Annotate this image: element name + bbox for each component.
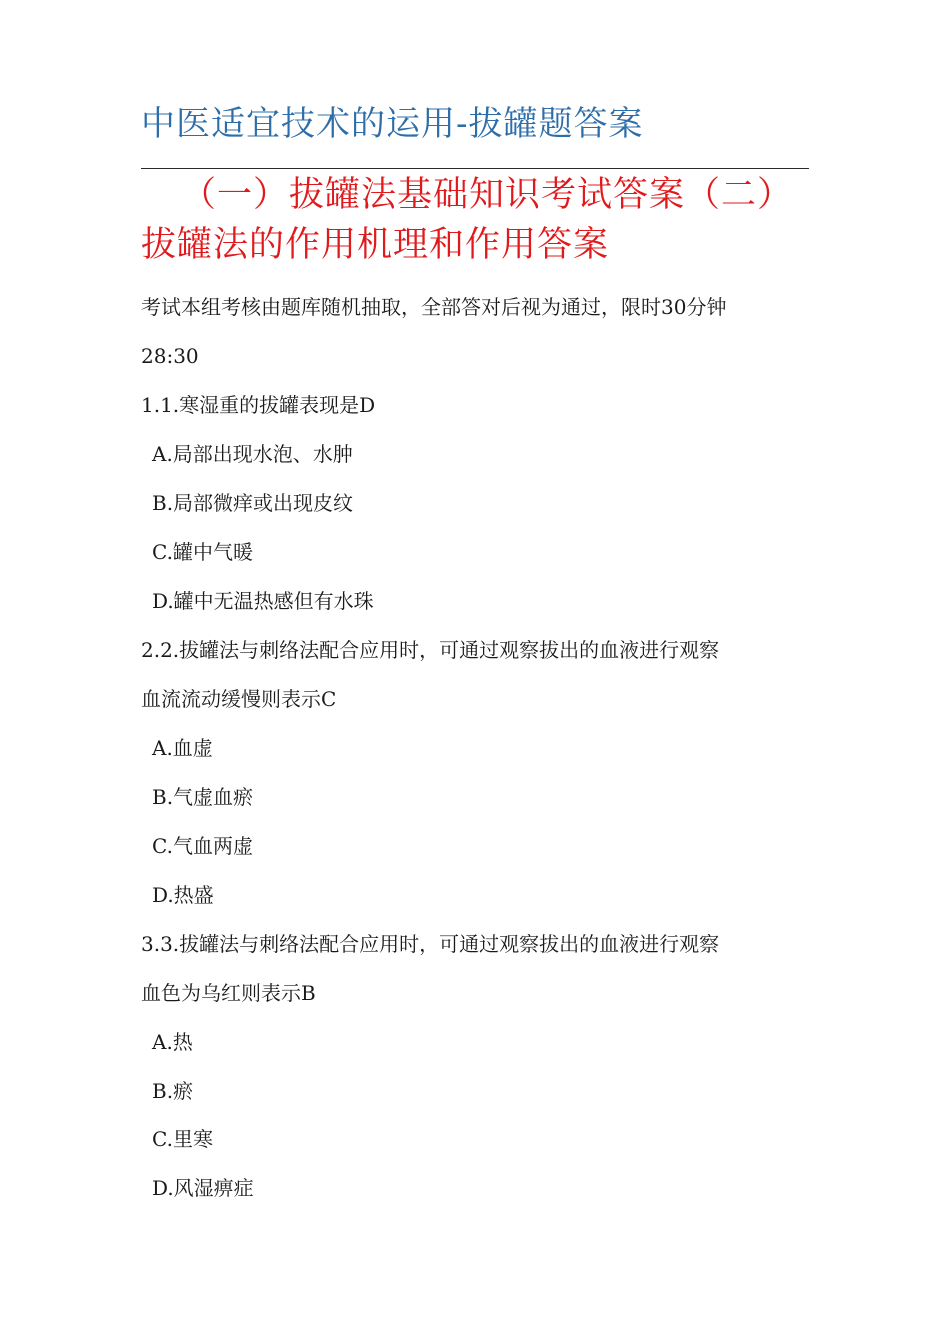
section-heading: （一）拔罐法基础知识考试答案（二）拔罐法的作用机理和作用答案 <box>141 175 794 265</box>
question-1-option-a: A.局部出现水泡、水肿 <box>152 442 353 466</box>
question-1-option-b: B.局部微痒或出现皮纹 <box>152 491 354 515</box>
question-1-option-c: C.罐中气暖 <box>152 540 253 564</box>
question-3-option-c: C.里寒 <box>152 1127 213 1151</box>
question-2-option-b: B.气虚血瘀 <box>152 785 254 809</box>
question-2-option-a: A.血虚 <box>152 736 213 760</box>
question-2-option-d: D.热盛 <box>152 883 214 907</box>
question-3-option-a: A.热 <box>152 1030 193 1054</box>
title-divider <box>141 168 809 169</box>
question-3-text: 3.3.拔罐法与刺络法配合应用时，可通过观察拔出的血液进行观察 <box>141 932 720 956</box>
exam-timer: 28:30 <box>141 344 199 368</box>
question-2-text-continued: 血流流动缓慢则表示C <box>141 687 337 711</box>
exam-intro: 考试本组考核由题库随机抽取，全部答对后视为通过，限时30分钟 <box>141 295 727 319</box>
question-2-text: 2.2.拔罐法与刺络法配合应用时，可通过观察拔出的血液进行观察 <box>141 638 720 662</box>
question-3-option-d: D.风湿痹症 <box>152 1176 254 1200</box>
question-2-option-c: C.气血两虚 <box>152 834 253 858</box>
question-1-option-d: D.罐中无温热感但有水珠 <box>152 589 374 613</box>
document-title: 中医适宜技术的运用-拔罐题答案 <box>141 104 644 144</box>
question-1-text: 1.1.寒湿重的拔罐表现是D <box>141 393 376 417</box>
question-3-text-continued: 血色为乌红则表示B <box>141 981 316 1005</box>
question-3-option-b: B.瘀 <box>152 1079 194 1103</box>
